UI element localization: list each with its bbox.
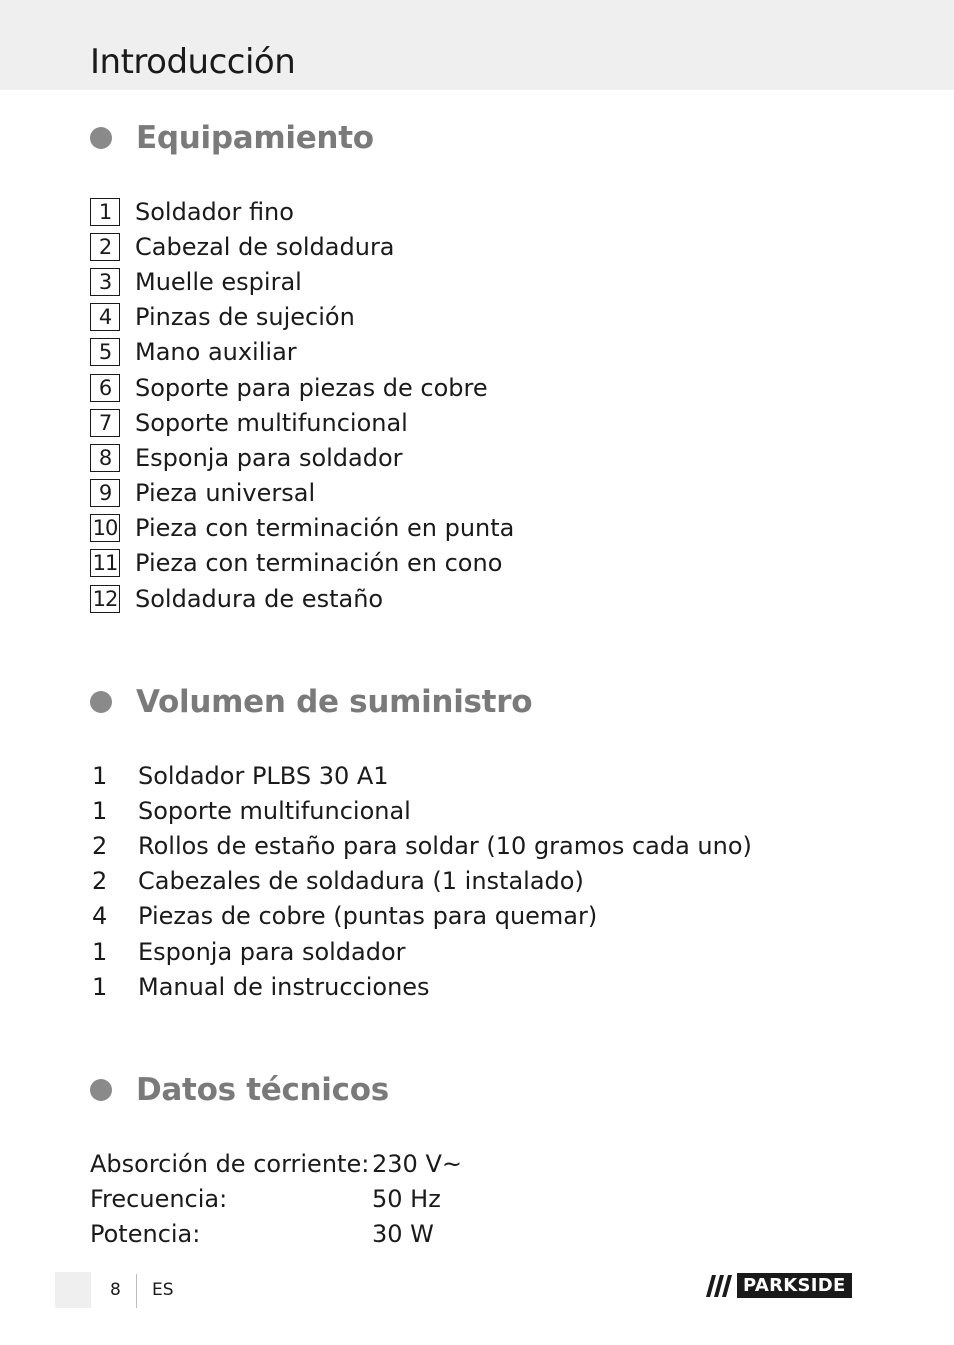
item-number: 12 [90, 585, 120, 613]
item-number: 6 [90, 374, 120, 402]
page-number: 8 [110, 1280, 121, 1300]
item-quantity: 1 [92, 796, 108, 825]
item-quantity: 4 [92, 902, 108, 931]
list-item [90, 828, 752, 863]
heading-text: Volumen de suministro [136, 684, 533, 720]
spec-value: 50 Hz [372, 1184, 441, 1213]
list-item [90, 300, 514, 335]
item-number: 11 [90, 549, 120, 577]
item-number: 8 [90, 444, 120, 472]
heading-text: Datos técnicos [136, 1072, 389, 1108]
item-number: 9 [90, 479, 120, 507]
item-label: Soldador fino [135, 197, 294, 226]
list-item [90, 440, 514, 475]
item-number: 10 [90, 514, 120, 542]
item-label: Pieza con terminación en punta [135, 514, 515, 543]
item-label: Soporte multifuncional [138, 796, 411, 825]
spec-value: 230 V~ [372, 1149, 462, 1178]
list-item [90, 405, 514, 440]
heading-text: Equipamiento [136, 120, 374, 156]
list-item [90, 264, 514, 299]
item-label: Piezas de cobre (puntas para quemar) [138, 902, 598, 931]
item-label: Mano auxiliar [135, 338, 297, 367]
item-number: 5 [90, 338, 120, 366]
section-heading-specs [90, 1070, 389, 1110]
item-number: 7 [90, 409, 120, 437]
logo-wordmark: PARKSIDE [737, 1273, 852, 1298]
brand-logo [705, 1273, 852, 1298]
item-label: Soporte multifuncional [135, 408, 408, 437]
item-label: Manual de instrucciones [138, 972, 430, 1001]
language-code: ES [152, 1280, 174, 1300]
specs-table [90, 1146, 462, 1251]
list-item [90, 969, 752, 1004]
bullet-icon [90, 691, 112, 713]
item-label: Soporte para piezas de cobre [135, 373, 488, 402]
footer-divider [136, 1274, 137, 1308]
item-label: Esponja para soldador [135, 443, 403, 472]
item-quantity: 2 [92, 867, 108, 896]
page-title: Introducción [90, 42, 296, 82]
item-number: 4 [90, 303, 120, 331]
list-item [90, 511, 514, 546]
item-label: Soldador PLBS 30 A1 [138, 761, 389, 790]
list-item [90, 758, 752, 793]
list-item [90, 581, 514, 616]
item-label: Esponja para soldador [138, 937, 406, 966]
section-heading-equipment [90, 118, 374, 158]
table-row [90, 1181, 462, 1216]
section-heading-supply [90, 682, 532, 722]
item-label: Cabezales de soldadura (1 instalado) [138, 867, 584, 896]
item-quantity: 1 [92, 937, 108, 966]
list-item [90, 229, 514, 264]
item-quantity: 1 [92, 972, 108, 1001]
item-label: Soldadura de estaño [135, 584, 384, 613]
spec-value: 30 W [372, 1219, 434, 1248]
spec-label: Potencia: [90, 1219, 201, 1248]
supply-list [90, 758, 752, 1004]
item-label: Cabezal de soldadura [135, 232, 395, 261]
list-item [90, 546, 514, 581]
list-item [90, 899, 752, 934]
list-item [90, 194, 514, 229]
list-item [90, 864, 752, 899]
list-item [90, 335, 514, 370]
table-row [90, 1216, 462, 1251]
item-number: 2 [90, 233, 120, 261]
item-quantity: 1 [92, 761, 108, 790]
item-label: Muelle espiral [135, 267, 302, 296]
item-label: Rollos de estaño para soldar (10 gramos cada uno) [138, 831, 752, 860]
item-number: 1 [90, 198, 120, 226]
item-quantity: 2 [92, 831, 108, 860]
footer-marker [55, 1272, 91, 1308]
logo-stripes-icon [705, 1273, 737, 1298]
item-label: Pieza con terminación en cono [135, 549, 503, 578]
list-item [90, 793, 752, 828]
spec-label: Frecuencia: [90, 1184, 228, 1213]
bullet-icon [90, 127, 112, 149]
list-item [90, 934, 752, 969]
item-number: 3 [90, 268, 120, 296]
item-label: Pinzas de sujeción [135, 303, 355, 332]
table-row [90, 1146, 462, 1181]
list-item [90, 370, 514, 405]
spec-label: Absorción de corriente: [90, 1149, 370, 1178]
item-label: Pieza universal [135, 479, 316, 508]
bullet-icon [90, 1079, 112, 1101]
equipment-list [90, 194, 514, 616]
list-item [90, 476, 514, 511]
